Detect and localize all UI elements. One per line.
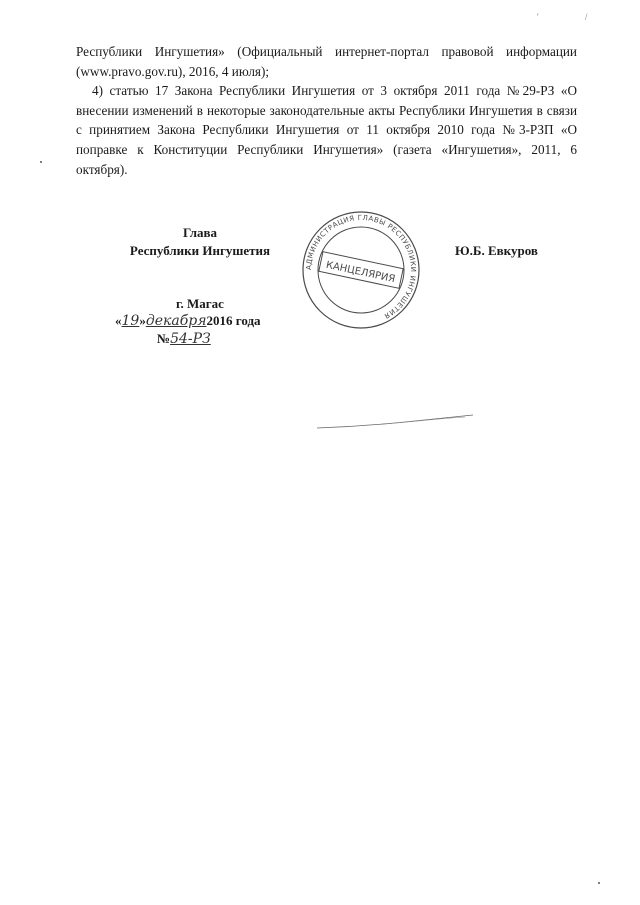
signatory-name: Ю.Б. Евкуров [455, 243, 538, 258]
date-year: 2016 года [206, 313, 261, 328]
signatory-title-line2: Республики Ингушетия [129, 243, 271, 258]
date-day-handwritten: 19 [121, 313, 140, 329]
date-month-handwritten: декабря [145, 313, 207, 329]
speck-mark [40, 161, 42, 163]
pen-scribble-mark [315, 410, 475, 434]
page-corner-mark: ' / [537, 12, 610, 22]
official-seal-stamp [296, 208, 426, 332]
stamp-center-text: КАНЦЕЛЯРИЯ [324, 259, 397, 286]
stamp-ring-text: АДМИНИСТРАЦИЯ ГЛАВЫ РЕСПУБЛИКИ ИНГУШЕТИЯ [304, 213, 418, 320]
number-handwritten: 54-РЗ [170, 331, 211, 347]
date-close-quote: » [139, 313, 146, 328]
number-prefix: № [157, 331, 171, 346]
signatory-title-line1: Глава [182, 225, 218, 240]
document-number [157, 330, 211, 348]
signatory-title [100, 224, 300, 260]
body-paragraph-2: 4) статью 17 Закона Республики Ингушетия от 3 октября 2011 года №29-РЗ «О внесении изменений в некоторые законодательные акты Республики Ингушетия в связи с принятием Закона Республики Ингушетия от 11 октября 2010 года №3-РЗП «О поправке к Конституции Республики Ингушетия» (газета «Ингушетия», 2011, 6 октября). [76, 83, 577, 177]
body-paragraph-1: Республики Ингушетия» (Официальный интернет-портал правовой информации (www.pravo.gov.ru), 2016, 4 июля); [76, 44, 577, 79]
document-body [76, 42, 577, 179]
place-of-signing: г. Магас [176, 296, 224, 311]
signing-date [115, 312, 315, 330]
date-open-quote: « [115, 313, 122, 328]
speck-mark [598, 882, 600, 884]
